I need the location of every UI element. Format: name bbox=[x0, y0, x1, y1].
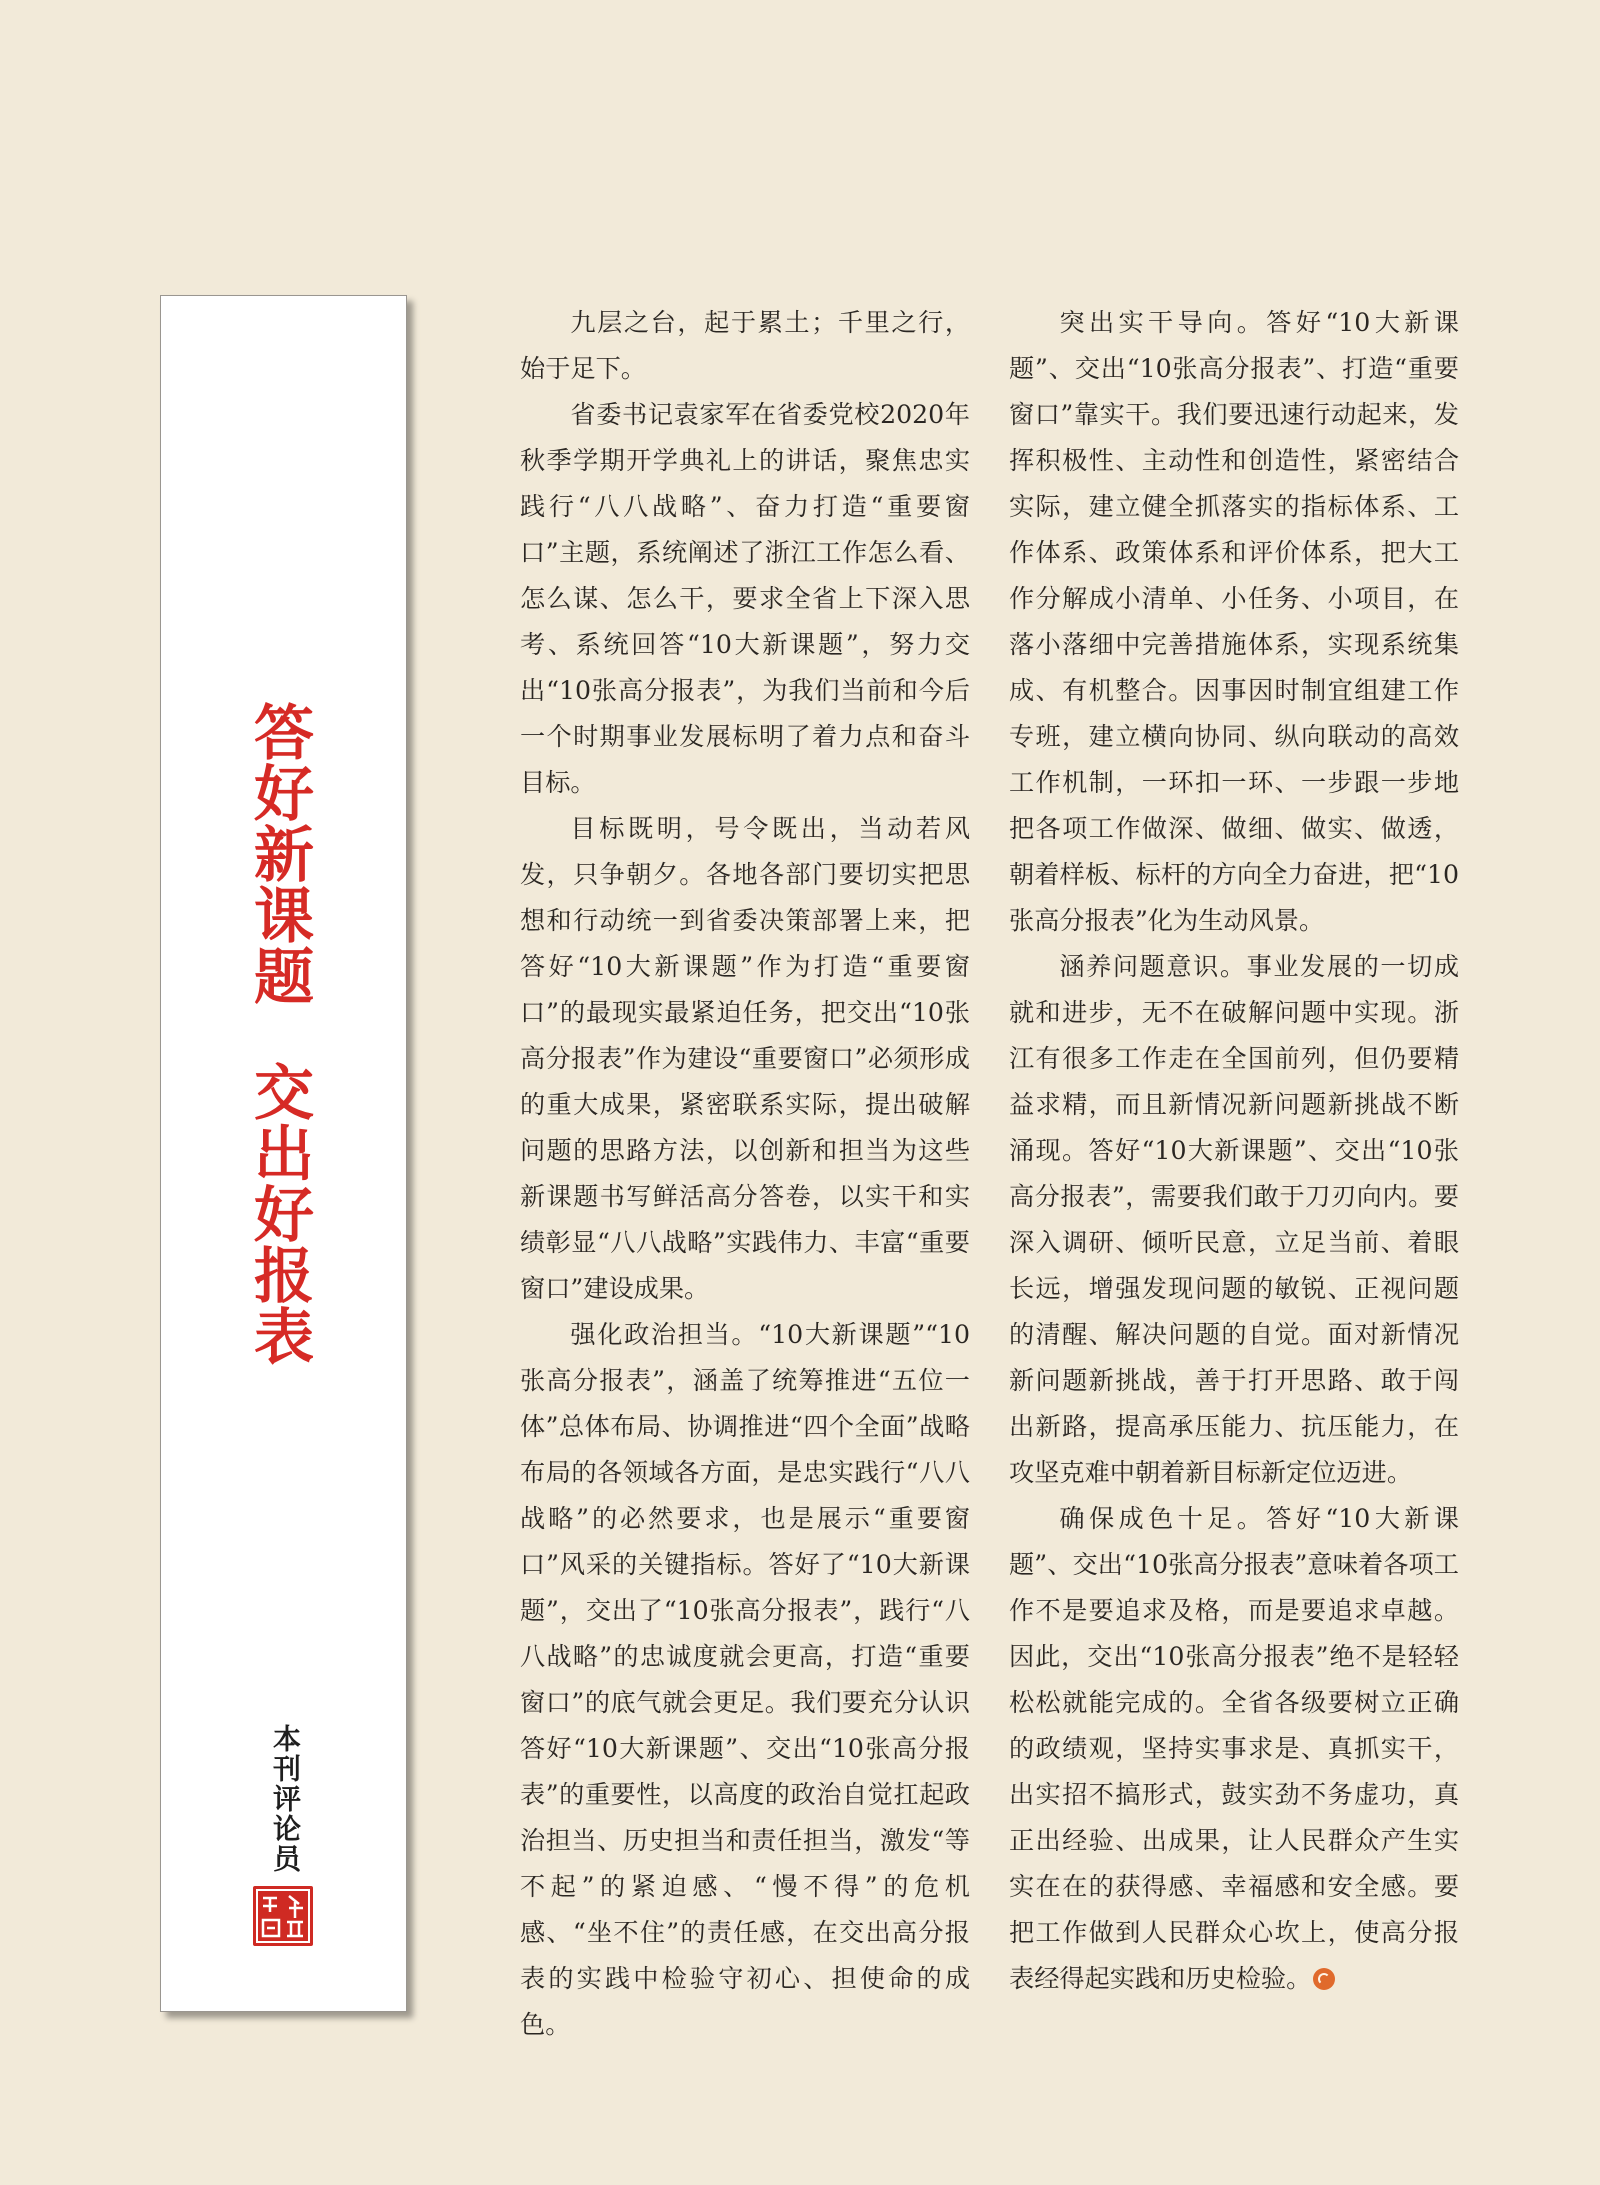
headline-part-2: 交出好报表 bbox=[244, 1061, 314, 1366]
paragraph-practical: 突出实干导向。答好“10大新课题”、交出“10张高分报表”、打造“重要窗口”靠实干。我们要迅速行动起来，发挥积极性、主动性和创造性，紧密结合实际，建立健全抓落实的指标体系、工作体系、政策体系和评价体系，把大工作分解成小清单、小任务、小项目，在落小落细中完善措施体系，实现系统集成、有机整合。因事因时制宜组建工作专班，建立横向协同、纵向联动的高效工作机制，一环扣一环、一步跟一步地把各项工作做深、做细、做实、做透，朝着样板、标杆的方向全力奋进，把“10张高分报表”化为生动风景。 bbox=[1009, 308, 1459, 935]
seal-stamp-icon bbox=[251, 1884, 315, 1948]
byline: 本刊评论员 bbox=[269, 1724, 302, 1874]
headline-part-1: 答好新课题 bbox=[244, 701, 314, 1006]
end-mark-icon bbox=[1313, 1968, 1335, 1990]
sidebar-card bbox=[160, 295, 407, 2012]
paragraph-goal: 目标既明，号令既出，当动若风发，只争朝夕。各地各部门要切实把思想和行动统一到省委决策部署上来，把答好“10大新课题”作为打造“重要窗口”的最现实最紧迫任务，把交出“10张高分报表”作为建设“重要窗口”必须形成的重大成果，紧密联系实际，提出破解问题的思路方法，以创新和担当为这些新课题书写鲜活高分答卷，以实干和实绩彰显“八八战略”实践伟力、丰富“重要窗口”建设成果。 bbox=[520, 814, 970, 1303]
paragraph-opening: 九层之台，起于累土；千里之行，始于足下。 bbox=[520, 308, 970, 383]
article-column-1 bbox=[520, 300, 970, 2048]
paragraph-political-duty: 强化政治担当。“10大新课题”“10张高分报表”，涵盖了统筹推进“五位一体”总体布局、协调推进“四个全面”战略布局的各领域各方面，是忠实践行“八八战略”的必然要求，也是展示“重要窗口”风采的关键指标。答好了“10大新课题”，交出了“10张高分报表”，践行“八八战略”的忠诚度就会更高，打造“重要窗口”的底气就会更足。我们要充分认识答好“10大新课题”、交出“10张高分报表”的重要性，以高度的政治自觉扛起政治担当、历史担当和责任担当，激发“等不起”的紧迫感、“慢不得”的危机感、“坐不住”的责任感，在交出高分报表的实践中检验守初心、担使命的成色。 bbox=[520, 1320, 970, 2039]
paragraph-problem-awareness: 涵养问题意识。事业发展的一切成就和进步，无不在破解问题中实现。浙江有很多工作走在全国前列，但仍要精益求精，而且新情况新问题新挑战不断涌现。答好“10大新课题”、交出“10张高分报表”，需要我们敢于刀刃向内。要深入调研、倾听民意，立足当前、着眼长远，增强发现问题的敏锐、正视问题的清醒、解决问题的自觉。面对新情况新问题新挑战，善于打开思路、敢于闯出新路，提高承压能力、抗压能力，在攻坚克难中朝着新目标新定位迈进。 bbox=[1009, 952, 1459, 1487]
paragraph-quality bbox=[1009, 1496, 1459, 2002]
paragraph-quality-text: 确保成色十足。答好“10大新课题”、交出“10张高分报表”意味着各项工作不是要追求及格，而是要追求卓越。因此，交出“10张高分报表”绝不是轻轻松松就能完成的。全省各级要树立正确的政绩观，坚持实事求是、真抓实干，出实招不搞形式，鼓实劲不务虚功，真正出经验、出成果，让人民群众产生实实在在的获得感、幸福感和安全感。要把工作做到人民群众心坎上，使高分报表经得起实践和历史检验。 bbox=[1009, 1504, 1459, 1993]
article-column-2 bbox=[1009, 300, 1459, 2002]
paragraph-intro: 省委书记袁家军在省委党校2020年秋季学期开学典礼上的讲话，聚焦忠实践行“八八战略”、奋力打造“重要窗口”主题，系统阐述了浙江工作怎么看、怎么谋、怎么干，要求全省上下深入思考、系统回答“10大新课题”，努力交出“10张高分报表”，为我们当前和今后一个时期事业发展标明了着力点和奋斗目标。 bbox=[520, 400, 970, 797]
